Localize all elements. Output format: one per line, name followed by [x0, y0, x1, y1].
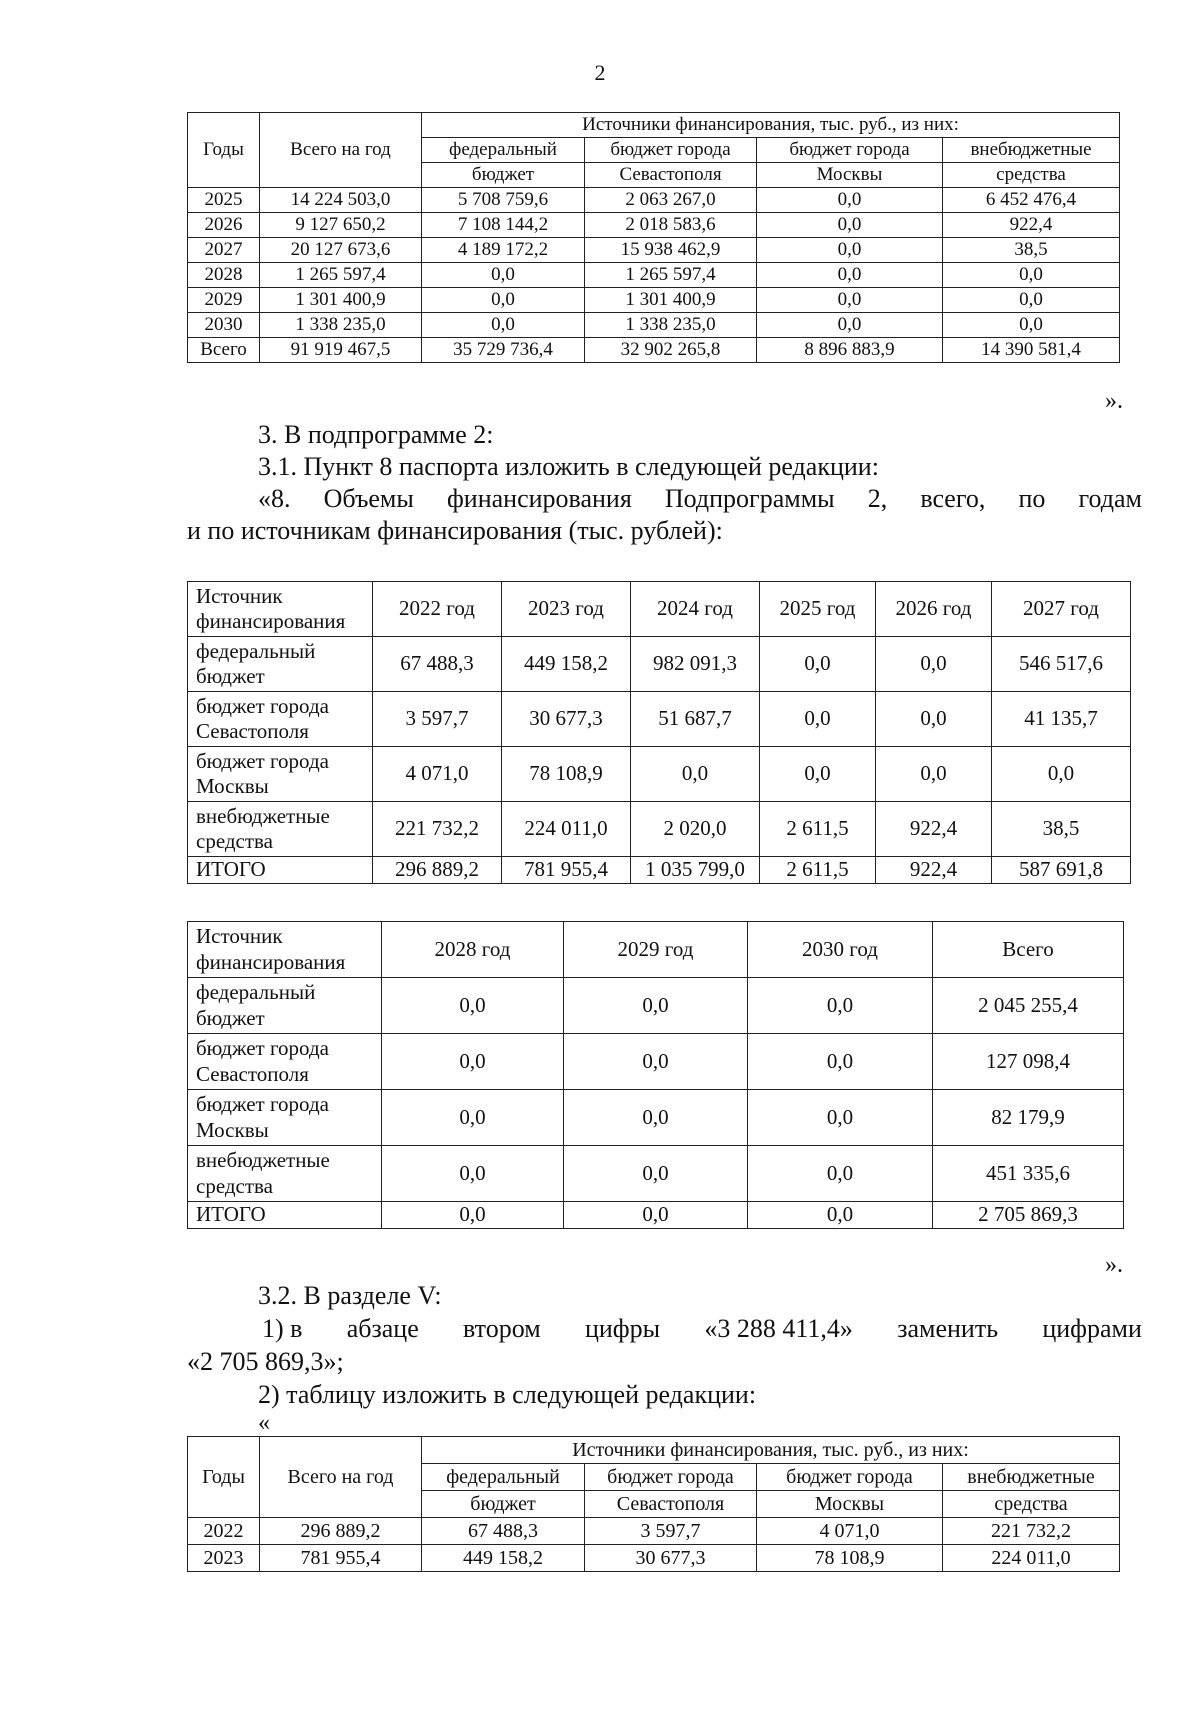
value-cell: 449 158,2 [502, 637, 631, 692]
source-label-line: федеральный [196, 980, 316, 1005]
value-cell: 20 127 673,6 [260, 238, 422, 263]
value-cell: 14 224 503,0 [260, 188, 422, 213]
col-years-header: Годы [188, 1437, 260, 1518]
header-row [188, 582, 1131, 637]
value-cell: 2 063 267,0 [585, 188, 757, 213]
subprogram-funding-table-2028-2030 [187, 921, 1124, 1229]
word: 2, [867, 484, 888, 513]
header-row [188, 922, 1124, 978]
source-header [188, 922, 382, 978]
value-cell: 0,0 [564, 1034, 748, 1090]
value-cell: 0,0 [757, 313, 943, 338]
sub-header: бюджет города [757, 138, 943, 163]
paragraph-8-first-line [258, 484, 1142, 514]
source-label-line: средства [196, 1173, 274, 1198]
value-cell: 2 020,0 [631, 802, 760, 857]
value-cell: 982 091,3 [631, 637, 760, 692]
value-cell: 0,0 [382, 1090, 564, 1146]
year-header: 2027 год [992, 582, 1131, 637]
source-label-line: бюджет города [196, 1092, 329, 1117]
value-cell: 922,4 [876, 802, 992, 857]
year-cell: 2030 [188, 313, 260, 338]
sub-header: бюджет [422, 163, 585, 188]
value-cell: 51 687,7 [631, 692, 760, 747]
value-cell: 0,0 [760, 637, 876, 692]
sub-header: бюджет города [585, 1464, 757, 1491]
word: цифрами [1042, 1314, 1142, 1343]
year-header: 2030 год [748, 922, 933, 978]
paragraph-8-continued: и по источникам финансирования (тыс. рублей): [187, 516, 723, 545]
value-cell: 2 018 583,6 [585, 213, 757, 238]
value-cell: 67 488,3 [422, 1518, 585, 1545]
col-years-header: Годы [188, 113, 260, 188]
value-cell: 0,0 [876, 637, 992, 692]
value-cell: 0,0 [876, 692, 992, 747]
total-cell: 2 611,5 [760, 857, 876, 884]
sub-header: средства [943, 1491, 1120, 1518]
source-header [188, 582, 373, 637]
value-cell: 0,0 [943, 288, 1120, 313]
financing-table-2022-2023 [187, 1436, 1120, 1572]
word: втором [463, 1314, 541, 1343]
table-row [188, 313, 1120, 338]
closing-quote: ». [1105, 1252, 1123, 1278]
word: «3 288 411,4» [704, 1314, 853, 1343]
word: цифры [584, 1314, 661, 1343]
page-number: 2 [594, 60, 606, 85]
year-header: 2023 год [502, 582, 631, 637]
paragraph-item-2: 2) таблицу изложить в следующей редакции: [258, 1380, 757, 1409]
paragraph-item-1 [262, 1314, 1142, 1344]
paragraph-3-2: 3.2. В разделе V: [258, 1281, 442, 1310]
year-header: 2028 год [382, 922, 564, 978]
value-cell: 224 011,0 [502, 802, 631, 857]
col-total-header: Всего на год [260, 113, 422, 188]
word: Подпрограммы [664, 484, 835, 513]
table-row [188, 263, 1120, 288]
col-total-header: Всего на год [260, 1437, 422, 1518]
year-cell: 2026 [188, 213, 260, 238]
value-cell: 82 179,9 [933, 1090, 1124, 1146]
value-cell: 224 011,0 [943, 1545, 1120, 1572]
value-cell: 15 938 462,9 [585, 238, 757, 263]
value-cell: 0,0 [422, 288, 585, 313]
value-cell: 0,0 [422, 263, 585, 288]
source-header-line: Источник [196, 924, 283, 949]
word: заменить [897, 1314, 999, 1343]
group-header: Источники финансирования, тыс. руб., из них: [422, 1437, 1120, 1464]
total-cell: 922,4 [876, 857, 992, 884]
word: Объемы [323, 484, 414, 513]
value-cell: 449 158,2 [422, 1545, 585, 1572]
value-cell: 4 071,0 [757, 1518, 943, 1545]
word: по [1018, 484, 1046, 513]
table-row [188, 338, 1120, 363]
sub-header: внебюджетные [943, 1464, 1120, 1491]
value-cell: 0,0 [757, 288, 943, 313]
source-label-line: бюджет города [196, 1036, 329, 1061]
total-cell: 296 889,2 [373, 857, 502, 884]
total-cell: 781 955,4 [502, 857, 631, 884]
table-row [188, 1518, 1120, 1545]
sub-header: Севастополя [585, 1491, 757, 1518]
total-cell: 0,0 [564, 1202, 748, 1229]
table-row [188, 1090, 1124, 1146]
sub-header: бюджет [422, 1491, 585, 1518]
value-cell: 6 452 476,4 [943, 188, 1120, 213]
paragraph-item-1-continued: «2 705 869,3»; [187, 1347, 344, 1376]
sub-header: Москвы [757, 1491, 943, 1518]
value-cell: 1 338 235,0 [585, 313, 757, 338]
source-label-line: внебюджетные [196, 1148, 330, 1173]
table-row [188, 213, 1120, 238]
value-cell: 0,0 [760, 747, 876, 802]
value-cell: 78 108,9 [757, 1545, 943, 1572]
source-label-line: Москвы [196, 774, 269, 798]
value-cell: 0,0 [382, 978, 564, 1034]
value-cell: 38,5 [943, 238, 1120, 263]
total-label: ИТОГО [188, 1202, 382, 1229]
value-cell: 35 729 736,4 [422, 338, 585, 363]
word: абзаце [346, 1314, 419, 1343]
value-cell: 127 098,4 [933, 1034, 1124, 1090]
total-cell: 0,0 [382, 1202, 564, 1229]
source-label-line: бюджет [196, 1005, 265, 1030]
value-cell: 91 919 467,5 [260, 338, 422, 363]
value-cell: 451 335,6 [933, 1146, 1124, 1202]
year-header: 2025 год [760, 582, 876, 637]
sub-header: федеральный [422, 1464, 585, 1491]
table-row [188, 238, 1120, 263]
year-header: Всего [933, 922, 1124, 978]
value-cell: 78 108,9 [502, 747, 631, 802]
value-cell: 9 127 650,2 [260, 213, 422, 238]
paragraph-3-1: 3.1. Пункт 8 паспорта изложить в следующей редакции: [258, 452, 879, 481]
year-header: 2022 год [373, 582, 502, 637]
value-cell: 14 390 581,4 [943, 338, 1120, 363]
value-cell: 0,0 [564, 1146, 748, 1202]
year-cell: 2027 [188, 238, 260, 263]
source-label-line: бюджет города [196, 748, 329, 773]
year-cell: 2023 [188, 1545, 260, 1572]
value-cell: 5 708 759,6 [422, 188, 585, 213]
value-cell: 546 517,6 [992, 637, 1131, 692]
value-cell: 0,0 [564, 1090, 748, 1146]
source-label [188, 637, 373, 692]
value-cell: 221 732,2 [373, 802, 502, 857]
value-cell: 0,0 [757, 238, 943, 263]
source-label-line: Севастополя [196, 719, 309, 743]
value-cell: 0,0 [748, 978, 933, 1034]
year-cell: 2028 [188, 263, 260, 288]
value-cell: 30 677,3 [585, 1545, 757, 1572]
group-header: Источники финансирования, тыс. руб., из них: [422, 113, 1120, 138]
value-cell: 296 889,2 [260, 1518, 422, 1545]
value-cell: 0,0 [564, 978, 748, 1034]
table-row [188, 637, 1131, 692]
value-cell: 67 488,3 [373, 637, 502, 692]
table-row [188, 692, 1131, 747]
source-label-line: федеральный [196, 638, 316, 663]
value-cell: 0,0 [748, 1034, 933, 1090]
subprogram-funding-table-2022-2027 [187, 581, 1131, 884]
sub-header: бюджет города [757, 1464, 943, 1491]
value-cell: 4 189 172,2 [422, 238, 585, 263]
year-header: 2029 год [564, 922, 748, 978]
sub-header: Москвы [757, 163, 943, 188]
table-row [188, 1034, 1124, 1090]
paragraph-3: 3. В подпрограмме 2: [258, 420, 494, 449]
value-cell: 7 108 144,2 [422, 213, 585, 238]
value-cell: 1 265 597,4 [260, 263, 422, 288]
value-cell: 0,0 [943, 263, 1120, 288]
value-cell: 0,0 [757, 188, 943, 213]
total-cell: 0,0 [748, 1202, 933, 1229]
sub-header: бюджет города [585, 138, 757, 163]
value-cell: 1 301 400,9 [585, 288, 757, 313]
source-label [188, 1146, 382, 1202]
source-label-line: Москвы [196, 1117, 269, 1142]
table-row [188, 1545, 1120, 1572]
total-row [188, 1202, 1124, 1229]
source-label-line: бюджет города [196, 693, 329, 718]
table-row [188, 747, 1131, 802]
value-cell: 32 902 265,8 [585, 338, 757, 363]
value-cell: 0,0 [422, 313, 585, 338]
table-row [188, 802, 1131, 857]
word: «8. [258, 484, 291, 513]
value-cell: 3 597,7 [373, 692, 502, 747]
value-cell: 0,0 [382, 1146, 564, 1202]
value-cell: 0,0 [382, 1034, 564, 1090]
source-header-line: Источник [196, 583, 283, 608]
total-cell: 587 691,8 [992, 857, 1131, 884]
opening-quote: « [258, 1410, 270, 1436]
year-cell: Всего [188, 338, 260, 363]
value-cell: 4 071,0 [373, 747, 502, 802]
value-cell: 0,0 [760, 692, 876, 747]
sub-header: внебюджетные [943, 138, 1120, 163]
source-label [188, 978, 382, 1034]
total-cell: 2 705 869,3 [933, 1202, 1124, 1229]
value-cell: 30 677,3 [502, 692, 631, 747]
source-header-line: финансирования [196, 949, 346, 974]
value-cell: 0,0 [757, 213, 943, 238]
word: всего, [920, 484, 986, 513]
source-label [188, 747, 373, 802]
value-cell: 221 732,2 [943, 1518, 1120, 1545]
table-row [188, 978, 1124, 1034]
source-label [188, 1034, 382, 1090]
source-header-line: финансирования [196, 609, 346, 633]
year-header: 2024 год [631, 582, 760, 637]
value-cell: 0,0 [992, 747, 1131, 802]
value-cell: 0,0 [631, 747, 760, 802]
value-cell: 3 597,7 [585, 1518, 757, 1545]
source-label-line: средства [196, 829, 274, 853]
value-cell: 1 338 235,0 [260, 313, 422, 338]
value-cell: 38,5 [992, 802, 1131, 857]
value-cell: 0,0 [748, 1090, 933, 1146]
value-cell: 781 955,4 [260, 1545, 422, 1572]
value-cell: 1 301 400,9 [260, 288, 422, 313]
source-label [188, 692, 373, 747]
value-cell: 0,0 [748, 1146, 933, 1202]
total-row [188, 857, 1131, 884]
source-label-line: Севастополя [196, 1061, 309, 1086]
source-label-line: внебюджетные [196, 803, 330, 828]
year-header: 2026 год [876, 582, 992, 637]
sub-header: федеральный [422, 138, 585, 163]
total-cell: 1 035 799,0 [631, 857, 760, 884]
year-cell: 2022 [188, 1518, 260, 1545]
value-cell: 0,0 [876, 747, 992, 802]
value-cell: 41 135,7 [992, 692, 1131, 747]
source-label [188, 1090, 382, 1146]
word: годам [1078, 484, 1142, 513]
table-row [188, 188, 1120, 213]
word: финансирования [446, 484, 632, 513]
value-cell: 0,0 [757, 263, 943, 288]
source-label [188, 802, 373, 857]
value-cell: 2 611,5 [760, 802, 876, 857]
word: 1) в [262, 1314, 303, 1343]
sub-header: Севастополя [585, 163, 757, 188]
year-cell: 2029 [188, 288, 260, 313]
value-cell: 0,0 [943, 313, 1120, 338]
total-label: ИТОГО [188, 857, 373, 884]
source-label-line: бюджет [196, 664, 265, 688]
value-cell: 8 896 883,9 [757, 338, 943, 363]
sub-header: средства [943, 163, 1120, 188]
financing-table-by-year [187, 112, 1120, 363]
value-cell: 1 265 597,4 [585, 263, 757, 288]
closing-quote: ». [1105, 388, 1123, 414]
value-cell: 922,4 [943, 213, 1120, 238]
table-row [188, 288, 1120, 313]
value-cell: 2 045 255,4 [933, 978, 1124, 1034]
year-cell: 2025 [188, 188, 260, 213]
table-row [188, 1146, 1124, 1202]
